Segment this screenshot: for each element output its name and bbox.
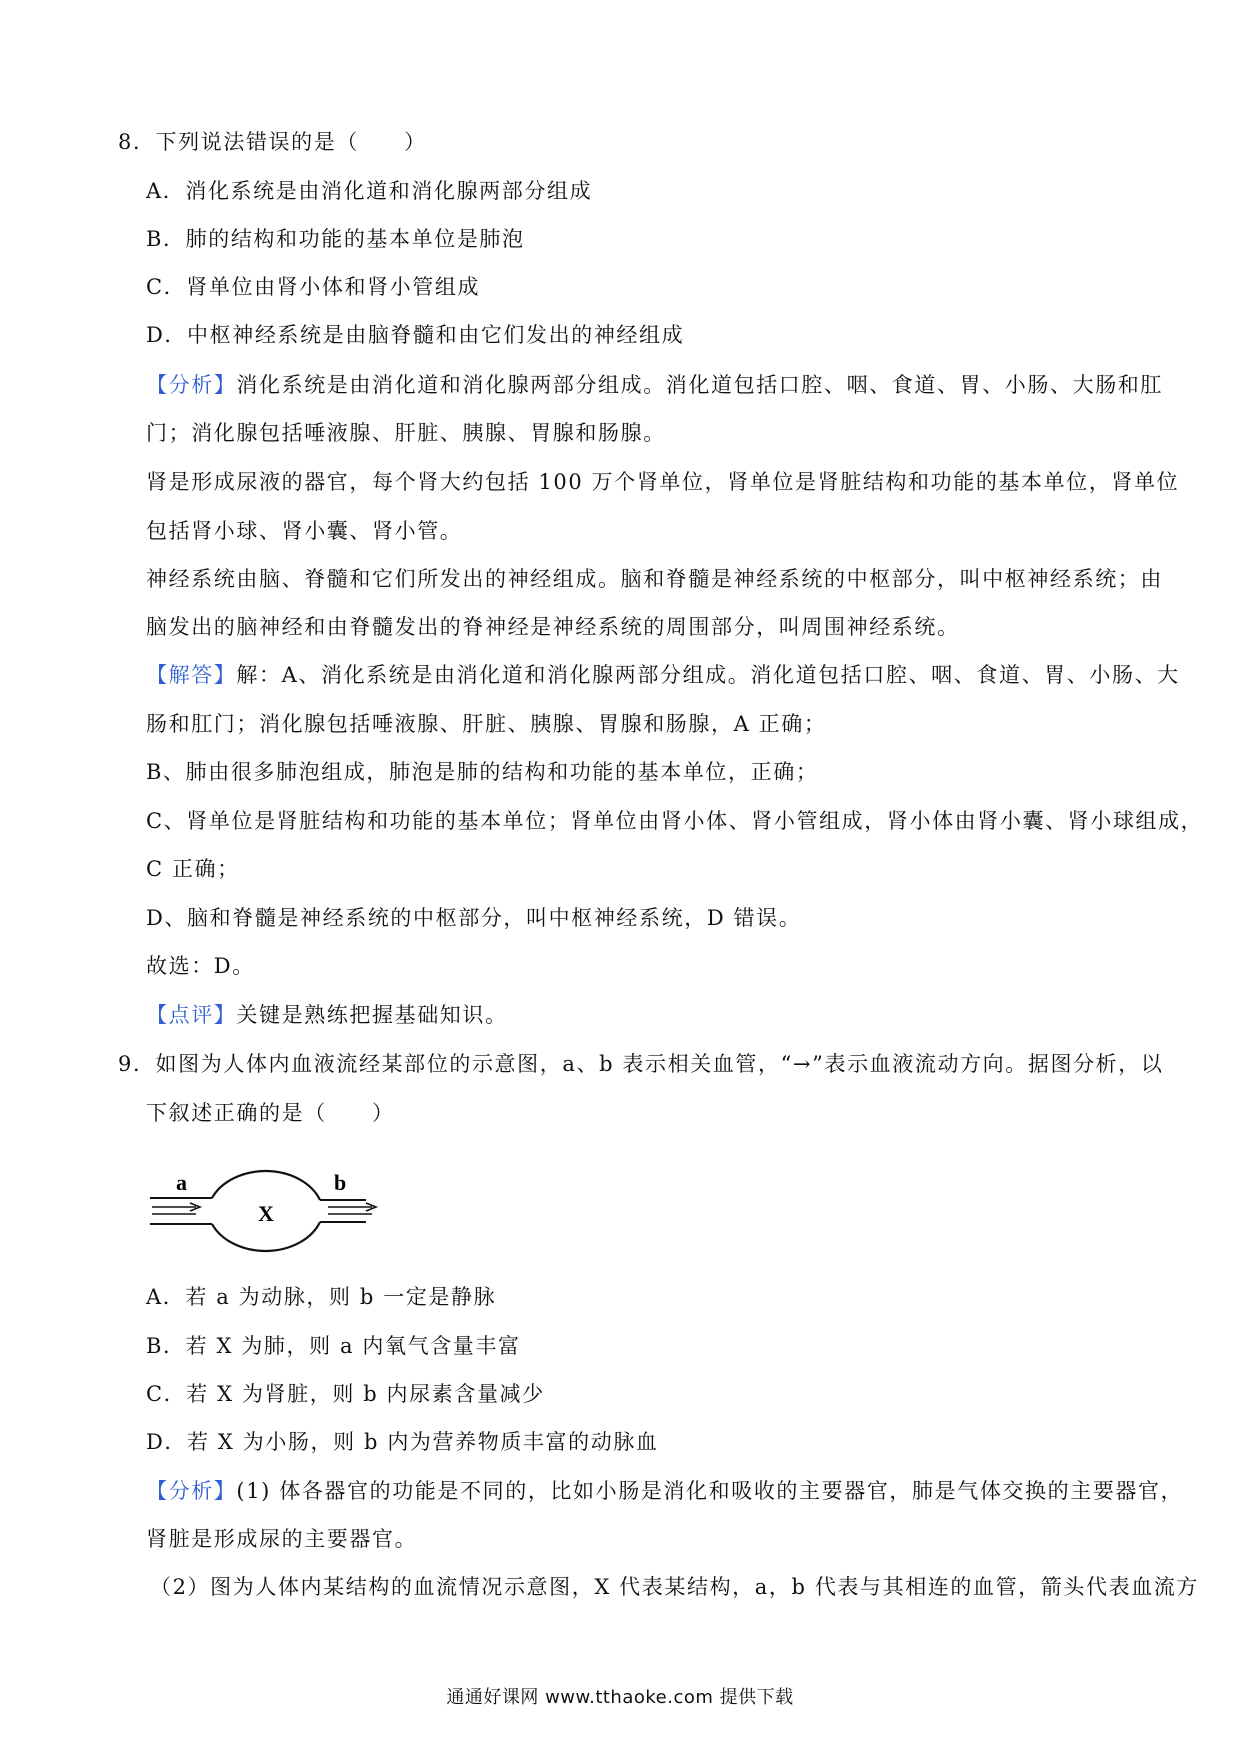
q8-analysis-line-2: 门；消化腺包括唾液腺、肝脏、胰腺、胃腺和肠腺。 <box>146 421 666 445</box>
q8-comment-text: 关键是熟练把握基础知识。 <box>236 1003 508 1027</box>
q8-answer-line-1 <box>146 661 1180 689</box>
q9-analysis-text-1: (1) 体各器官的功能是不同的，比如小肠是消化和吸收的主要器官，肺是气体交换的主要器官， <box>236 1479 1184 1503</box>
blood-flow-diagram <box>146 1160 386 1260</box>
flow-arrow-b-icon <box>328 1203 376 1214</box>
q9-option-a: A．若 a 为动脉，则 b 一定是静脉 <box>146 1285 497 1309</box>
q8-analysis-line-1 <box>146 371 1163 399</box>
label-a: a <box>176 1170 187 1195</box>
q8-analysis-line-6: 脑发出的脑神经和由脊髓发出的脊神经是神经系统的周围部分，叫周围神经系统。 <box>146 615 960 639</box>
analysis-tag: 【分析】 <box>146 1479 237 1503</box>
q8-answer-line-5: C 正确； <box>146 857 240 881</box>
q8-answer-line-6: D、脑和脊髓是神经系统的中枢部分，叫中枢神经系统，D 错误。 <box>146 906 802 930</box>
q8-answer-line-4: C、肾单位是肾脏结构和功能的基本单位；肾单位由肾小体、肾小管组成，肾小体由肾小囊、肾小球组成， <box>146 809 1204 833</box>
q8-analysis-text-1: 消化系统是由消化道和消化腺两部分组成。消化道包括口腔、咽、食道、胃、小肠、大肠和肛 <box>236 373 1164 397</box>
label-x: X <box>258 1201 274 1226</box>
q9-option-d: D．若 X 为小肠，则 b 内为营养物质丰富的动脉血 <box>146 1430 659 1454</box>
comment-tag: 【点评】 <box>146 1003 237 1027</box>
q9-option-b: B．若 X 为肺，则 a 内氧气含量丰富 <box>146 1334 521 1358</box>
flow-arrow-a-icon <box>152 1203 200 1214</box>
q8-analysis-line-3: 肾是形成尿液的器官，每个肾大约包括 100 万个肾单位，肾单位是肾脏结构和功能的基本单位，肾单位 <box>146 470 1180 494</box>
q8-answer-line-7: 故选：D。 <box>146 954 255 978</box>
q9-option-c: C．若 X 为肾脏，则 b 内尿素含量减少 <box>146 1382 545 1406</box>
q8-comment-line <box>146 1001 508 1029</box>
q8-answer-text-1: 解：A、消化系统是由消化道和消化腺两部分组成。消化道包括口腔、咽、食道、胃、小肠、大 <box>236 663 1180 687</box>
q8-option-a: A．消化系统是由消化道和消化腺两部分组成 <box>146 179 593 203</box>
q8-answer-line-3: B、肺由很多肺泡组成，肺泡是肺的结构和功能的基本单位，正确； <box>146 760 819 784</box>
q9-stem-line-1: 9．如图为人体内血液流经某部位的示意图，a、b 表示相关血管，“→”表示血液流动方向。据图分析，以 <box>118 1052 1164 1076</box>
analysis-tag: 【分析】 <box>146 373 237 397</box>
q8-stem: 8．下列说法错误的是（ ） <box>118 130 427 154</box>
page-footer: 通通好课网 www.tthaoke.com 提供下载 <box>446 1687 794 1708</box>
q8-answer-line-2: 肠和肛门；消化腺包括唾液腺、肝脏、胰腺、胃腺和肠腺，A 正确； <box>146 712 827 736</box>
q9-analysis-line-1 <box>146 1477 1183 1505</box>
q9-analysis-line-2: 肾脏是形成尿的主要器官。 <box>146 1527 418 1551</box>
q8-analysis-line-4: 包括肾小球、肾小囊、肾小管。 <box>146 519 463 543</box>
answer-tag: 【解答】 <box>146 663 237 687</box>
q8-analysis-line-5: 神经系统由脑、脊髓和它们所发出的神经组成。脑和脊髓是神经系统的中枢部分，叫中枢神经系统；由 <box>146 567 1163 591</box>
label-b: b <box>334 1170 347 1195</box>
q8-option-c: C．肾单位由肾小体和肾小管组成 <box>146 275 481 299</box>
q8-option-d: D．中枢神经系统是由脑脊髓和由它们发出的神经组成 <box>146 323 685 347</box>
q9-analysis-line-3: （2）图为人体内某结构的血流情况示意图，X 代表某结构，a，b 代表与其相连的血管，箭头代表血流方 <box>150 1575 1200 1599</box>
q9-stem-line-2: 下叙述正确的是（ ） <box>146 1101 395 1125</box>
q8-option-b: B．肺的结构和功能的基本单位是肺泡 <box>146 227 525 251</box>
